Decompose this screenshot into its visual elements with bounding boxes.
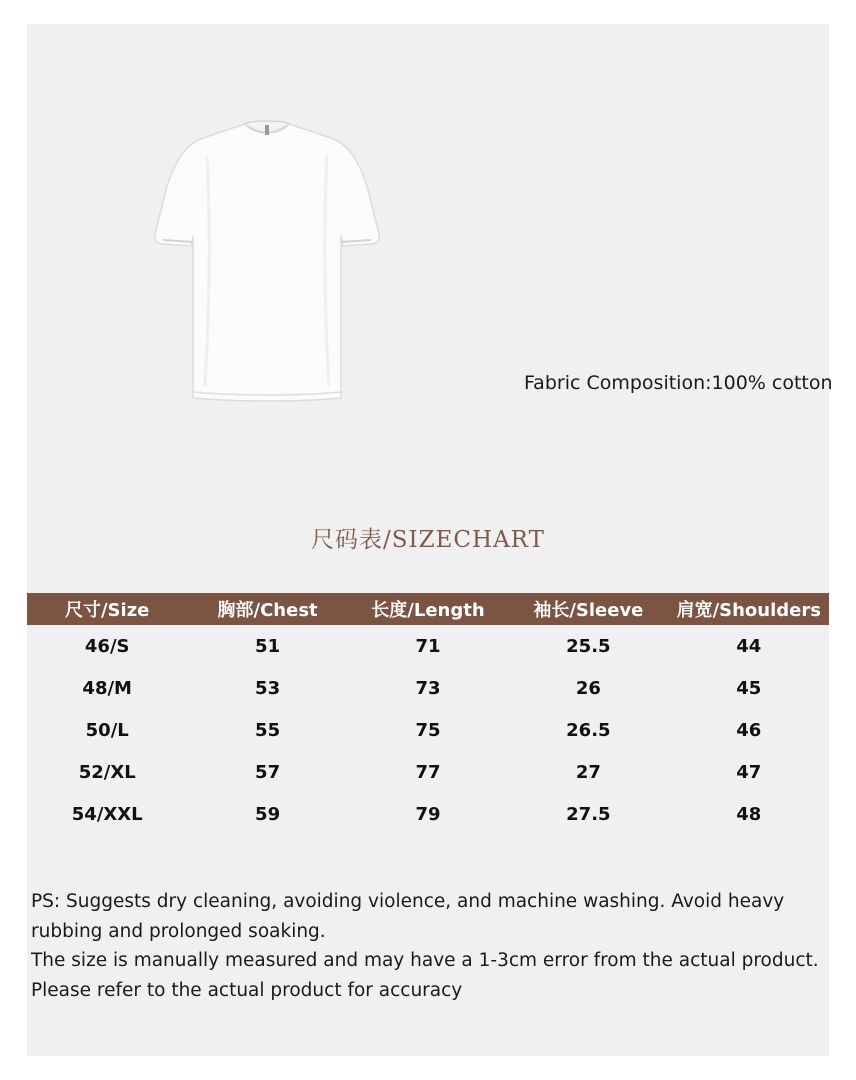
header-length: 长度/Length [348, 593, 508, 625]
size-chart-title: 尺码表/SIZECHART [311, 527, 545, 553]
cell-shoulders: 48 [736, 803, 762, 825]
fabric-composition: Fabric Composition:100% cotton [524, 372, 833, 394]
table-row [27, 667, 829, 709]
cell-sleeve: 26.5 [566, 719, 611, 741]
cell-length: 77 [415, 761, 441, 783]
cell-size: 46/S [84, 635, 130, 657]
cell-length: 79 [415, 803, 441, 825]
note-measurement: The size is manually measured and may have a 1-3cm error from the actual product. [31, 950, 819, 971]
cell-shoulders: 45 [736, 677, 762, 699]
note-accuracy: Please refer to the actual product for accuracy [31, 979, 463, 1001]
cell-size: 54/XXL [71, 803, 143, 825]
cell-chest: 51 [255, 635, 281, 657]
header-chest: 胸部/Chest [187, 593, 347, 625]
note-care: PS: Suggests dry cleaning, avoiding violence, and machine washing. Avoid heavy rubbing and prolonged soaking. [31, 891, 785, 942]
cell-length: 71 [415, 635, 441, 657]
table-row [27, 793, 829, 835]
size-chart-panel [27, 24, 833, 1056]
cell-sleeve: 25.5 [566, 635, 611, 657]
cell-chest: 57 [255, 761, 281, 783]
cell-size: 52/XL [78, 761, 136, 783]
size-table [27, 593, 829, 835]
cell-shoulders: 44 [736, 635, 762, 657]
header-shoulders: 肩宽/Shoulders [669, 593, 829, 625]
table-row [27, 709, 829, 751]
cell-sleeve: 26 [575, 677, 601, 699]
cell-chest: 59 [255, 803, 281, 825]
cell-size: 50/L [85, 719, 129, 741]
tshirt-image [147, 116, 387, 406]
cell-chest: 55 [255, 719, 281, 741]
cell-length: 75 [415, 719, 441, 741]
care-notes [31, 887, 823, 1005]
header-size: 尺寸/Size [27, 593, 187, 625]
table-row [27, 625, 829, 667]
cell-size: 48/M [82, 677, 132, 699]
cell-shoulders: 47 [736, 761, 762, 783]
cell-length: 73 [415, 677, 441, 699]
cell-chest: 53 [255, 677, 281, 699]
table-header-row [27, 593, 829, 625]
cell-shoulders: 46 [736, 719, 762, 741]
cell-sleeve: 27 [575, 761, 601, 783]
header-sleeve: 袖长/Sleeve [508, 593, 668, 625]
table-row [27, 751, 829, 793]
cell-sleeve: 27.5 [566, 803, 611, 825]
